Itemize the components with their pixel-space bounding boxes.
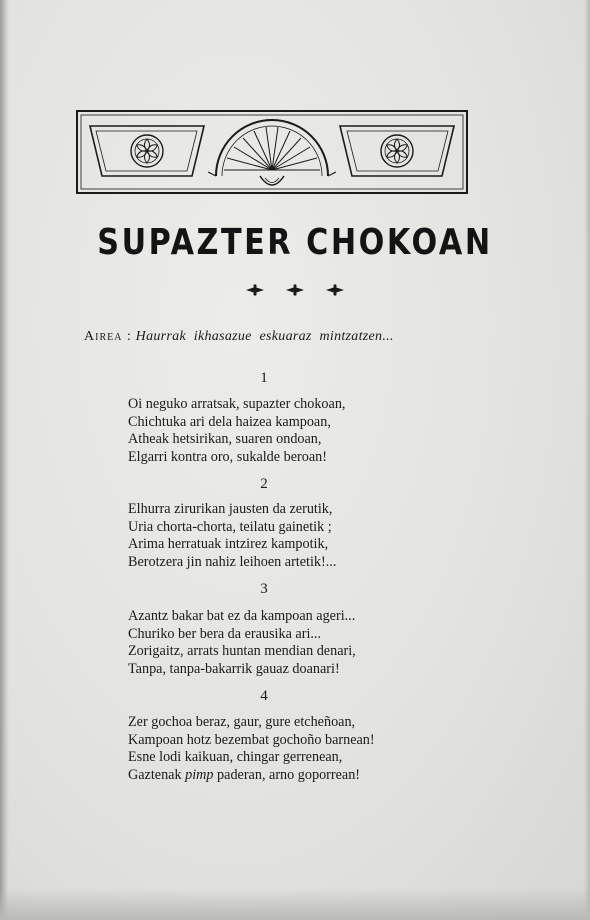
verse-line: Churiko ber bera da erausika ari... [128,625,322,642]
verse-line: Chichtuka ari dela haizea kampoan, [128,413,331,430]
verse-line: Zer gochoa beraz, gaur, gure etcheñoan, [128,714,356,730]
stanza [128,396,468,466]
stanza [128,608,468,678]
right-rosette-icon [381,135,413,167]
left-rosette-icon [131,135,163,167]
stanza [128,501,468,571]
stanza-number: 2 [260,476,268,492]
stanza-number: 4 [260,688,268,704]
poem-title: SUPAZTER CHOKOAN [97,222,493,263]
stanza [128,714,468,784]
verse-line: Elgarri kontra oro, sukalde beroan! [128,448,327,465]
page-bottom-shadow [0,888,590,920]
air-line [84,329,484,345]
verse-line: Tanpa, tanpa-bakarrik gauaz doanari! [128,660,340,677]
verse-line: Zorigaitz, arrats huntan mendian denari, [128,643,356,659]
central-fan-icon [208,120,336,185]
italic-word: pimp [185,766,214,783]
verse-line: Gaztenak pimp paderan, arno goporrean! [128,766,361,783]
air-label: Airea : [84,329,132,344]
fleuron-icon [240,282,350,298]
stanza-number: 1 [260,370,268,386]
stanza-number: 3 [260,581,268,597]
verse-line: Elhurra zirurikan jausten da zerutik, [128,501,333,517]
verse-line: Berotzera jin nahiz leihoen artetik!... [128,553,337,570]
header-ornament [76,110,468,194]
verse-line: Esne lodi kaikuan, chingar gerrenean, [128,749,343,765]
air-tune: Haurrak ikhasazue eskuaraz mintzatzen... [135,329,394,344]
verse-line: Oi neguko arratsak, supazter chokoan, [128,396,346,412]
verse-line: Uria chorta-chorta, teilatu gainetik ; [128,518,332,535]
page-edge-shadow [584,0,590,920]
page-binding-shadow [0,0,9,920]
fleuron-divider [0,282,590,298]
verse-line: Atheak hetsirikan, suaren ondoan, [128,431,322,447]
verse-line: Arima herratuak intzirez kampotik, [128,536,329,552]
verse-line: Azantz bakar bat ez da kampoan ageri... [128,608,356,624]
verse-line: Kampoan hotz bezembat gochoño barnean! [128,731,375,748]
